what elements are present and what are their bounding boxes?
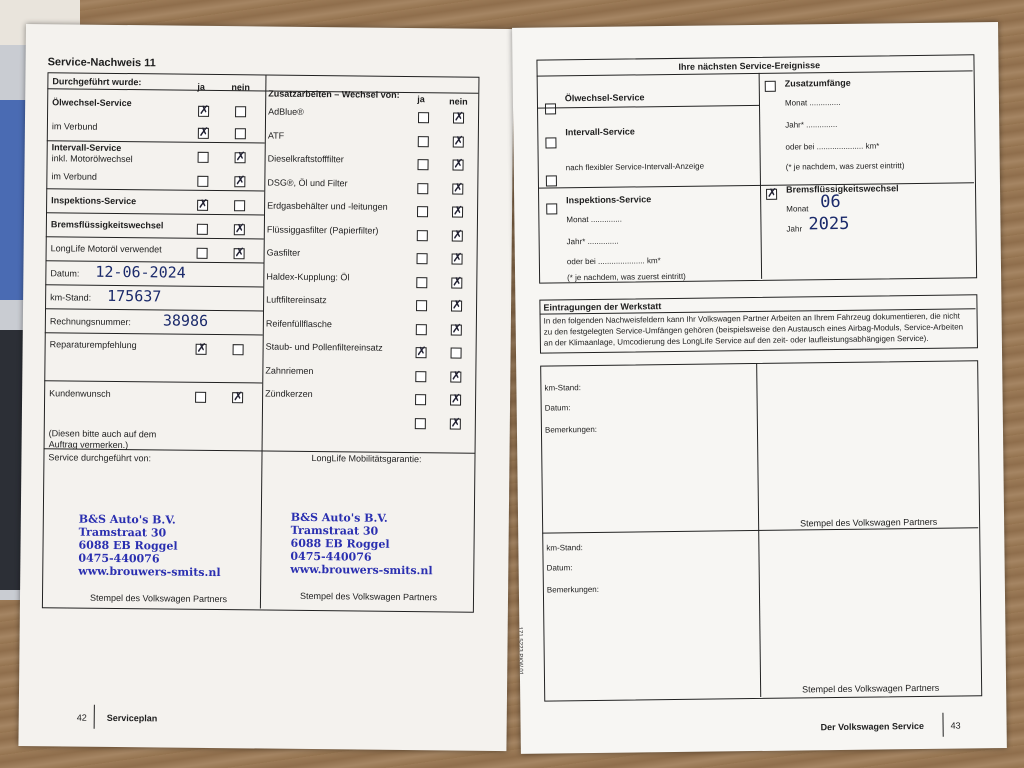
stamp-city: 6088 EB Roggel xyxy=(290,536,390,551)
brems-label: Bremsflüssigkeitswechsel xyxy=(785,183,899,195)
left-page xyxy=(18,24,514,751)
checkbox-longlife-nein[interactable] xyxy=(234,248,245,259)
dealer-stamp-right xyxy=(290,511,433,577)
km-value[interactable]: 175637 xyxy=(107,286,162,306)
page-title: Service-Nachweis 11 xyxy=(47,56,156,70)
stamp-name: B&S Auto's B.V. xyxy=(78,512,176,527)
checkbox-zusatz-7-ja[interactable] xyxy=(416,277,427,288)
checkbox-zusatz-7-nein[interactable] xyxy=(451,277,462,288)
checkbox-verbund1-ja[interactable] xyxy=(198,128,209,139)
checkbox-verbund2-nein[interactable] xyxy=(234,176,245,187)
zusatz-row-label: Zündkerzen xyxy=(265,388,313,400)
checkbox-zusatz-5-nein[interactable] xyxy=(452,230,463,241)
checkbox-intervall-nein[interactable] xyxy=(235,152,246,163)
checkbox-reparatur-ja[interactable] xyxy=(196,344,207,355)
footer-left: Serviceplan xyxy=(106,712,158,724)
zusatz-row-label: Flüssiggasfilter (Papierfilter) xyxy=(266,224,379,236)
zusatz-row-label: Haldex-Kupplung: Öl xyxy=(266,271,350,282)
row-intervall-sub: inkl. Motorölwechsel xyxy=(51,153,133,165)
footer-divider xyxy=(942,713,943,737)
checkbox-insp-nein[interactable] xyxy=(234,200,245,211)
stamp-name: B&S Auto's B.V. xyxy=(290,510,388,525)
checkbox-flex[interactable] xyxy=(546,175,557,186)
checkbox-zusatz-4-nein[interactable] xyxy=(452,206,463,217)
ja-header-2: ja xyxy=(417,94,425,105)
row-longlife: LongLife Motoröl verwendet xyxy=(50,243,162,255)
entry1-km: km-Stand: xyxy=(544,383,581,393)
rechnung-value[interactable]: 38986 xyxy=(162,311,209,330)
checkbox-zusatz-1-nein[interactable] xyxy=(453,136,464,147)
kunden-note: (Diesen bitte auch auf dem Auftrag vermerken.) xyxy=(48,428,157,451)
row-intervall: Intervall-Service xyxy=(51,142,122,154)
checkbox-zusatz-6-nein[interactable] xyxy=(452,253,463,264)
zusatz-row-label: DSG®, Öl und Filter xyxy=(267,177,348,188)
zusatz-row-label: Reifenfüllflasche xyxy=(265,318,332,329)
footer-right: Der Volkswagen Service xyxy=(820,720,925,733)
checkbox-zusatz-3-nein[interactable] xyxy=(452,183,463,194)
checkbox-brems-ja[interactable] xyxy=(197,224,208,235)
reparatur-label: Reparaturempfehlung xyxy=(49,339,137,351)
row-oelwechsel: Ölwechsel-Service xyxy=(52,97,132,109)
checkbox-zusatz-0-nein[interactable] xyxy=(453,112,464,123)
checkbox-kunden-ja[interactable] xyxy=(195,392,206,403)
zusatz-note: (* je nachdem, was zuerst eintritt) xyxy=(785,161,905,172)
stamp-caption-right: Stempel des Volkswagen Partners xyxy=(299,590,438,603)
datum-value[interactable]: 12-06-2024 xyxy=(95,262,186,282)
checkbox-zusatz-0-ja[interactable] xyxy=(418,112,429,123)
checkbox-zusatz-11-ja[interactable] xyxy=(415,371,426,382)
side-code: 171.5223.PKW.01 xyxy=(516,626,524,676)
insp-note: (* je nachdem, was zuerst eintritt) xyxy=(567,271,686,283)
left-col-header: Durchgeführt wurde: xyxy=(52,76,142,88)
datum-label: Datum: xyxy=(50,268,80,279)
brems-jahr-label: Jahr xyxy=(786,224,803,234)
brems-monat[interactable]: 06 xyxy=(820,191,841,213)
row-verbund-2: im Verbund xyxy=(51,171,97,182)
checkbox-verbund2-ja[interactable] xyxy=(197,176,208,187)
oel-label: Ölwechsel-Service xyxy=(564,92,645,104)
zusatz-row-label: Dieselkraftstofffilter xyxy=(267,153,344,165)
insp-jahr: Jahr* .............. xyxy=(566,236,619,247)
entry2-km: km-Stand: xyxy=(546,543,583,553)
right-page xyxy=(512,22,1007,754)
entry1-bem: Bemerkungen: xyxy=(544,424,598,435)
brems-monat-label: Monat xyxy=(786,204,809,214)
service-by-label: Service durchgeführt von: xyxy=(48,452,152,464)
zusatz-oder: oder bei ..................... km* xyxy=(785,141,880,152)
flex-label: nach flexibler Service-Intervall-Anzeige xyxy=(565,161,705,173)
entry2-datum: Datum: xyxy=(546,563,573,573)
checkbox-insp[interactable] xyxy=(546,203,557,214)
next-title: Ihre nächsten Service-Ereignisse xyxy=(678,60,821,72)
row-inspektion: Inspektions-Service xyxy=(51,195,137,207)
entry1-datum: Datum: xyxy=(544,403,571,413)
checkbox-oel-nein[interactable] xyxy=(235,106,246,117)
werkstatt-title: Eintragungen der Werkstatt xyxy=(543,301,662,313)
dealer-stamp-left xyxy=(78,513,221,579)
checkbox-zusatz-8-nein[interactable] xyxy=(451,300,462,311)
stamp-city: 6088 EB Roggel xyxy=(78,538,178,553)
checkbox-zusatz-9-nein[interactable] xyxy=(451,324,462,335)
checkbox-longlife-ja[interactable] xyxy=(197,248,208,259)
checkbox-brems-nein[interactable] xyxy=(234,224,245,235)
checkbox-kunden-nein[interactable] xyxy=(232,392,243,403)
checkbox-zusatz-2-ja[interactable] xyxy=(417,159,428,170)
insp-monat: Monat .............. xyxy=(566,214,623,225)
zusatz-row-label: Gasfilter xyxy=(266,247,301,258)
stamp-street: Tramstraat 30 xyxy=(78,525,167,540)
km-label: km-Stand: xyxy=(50,292,92,303)
kunden-label: Kundenwunsch xyxy=(49,388,111,399)
checkbox-zusatz-5-ja[interactable] xyxy=(417,230,428,241)
checkbox-zusatz-12-nein[interactable] xyxy=(450,394,461,405)
checkbox-zusatz-3-ja[interactable] xyxy=(417,183,428,194)
checkbox-intervall[interactable] xyxy=(545,137,556,148)
stamp-phone: 0475-440076 xyxy=(290,549,372,564)
entry2-bem: Bemerkungen: xyxy=(546,584,599,595)
page-number-left: 42 xyxy=(76,712,87,723)
zusatz-monat: Monat .............. xyxy=(784,97,841,108)
checkbox-zusatz[interactable] xyxy=(765,81,776,92)
checkbox-zusatz-13-nein[interactable] xyxy=(450,418,461,429)
row-brems: Bremsflüssigkeitswechsel xyxy=(50,219,164,231)
rechnung-label: Rechnungsnummer: xyxy=(49,316,131,328)
entry1-stamp-caption: Stempel des Volkswagen Partners xyxy=(800,516,938,529)
checkbox-zusatz-12-ja[interactable] xyxy=(415,394,426,405)
nein-header-2: nein xyxy=(449,96,468,107)
checkbox-zusatz-2-nein[interactable] xyxy=(452,159,463,170)
checkbox-zusatz-10-nein[interactable] xyxy=(451,347,462,358)
zusatz-row-label: ATF xyxy=(267,130,285,141)
insp-label: Inspektions-Service xyxy=(566,194,652,206)
checkbox-oel[interactable] xyxy=(545,103,556,114)
right-col-header: Zusatzarbeiten – Wechsel von: xyxy=(268,88,400,100)
zusatz-label: Zusatzumfänge xyxy=(784,77,851,89)
zusatz-row-label: Zahnriemen xyxy=(265,365,314,376)
checkbox-zusatz-6-ja[interactable] xyxy=(417,253,428,264)
checkbox-oel-ja[interactable] xyxy=(198,106,209,117)
brems-jahr[interactable]: 2025 xyxy=(808,213,850,235)
zusatz-row-label: Luftfiltereinsatz xyxy=(266,294,327,306)
nein-header: nein xyxy=(231,82,250,93)
werkstatt-text: In den folgenden Nachweisfeldern kann Ihr Volkswagen Partner Arbeiten an Ihrem Fahrzeug dokumentieren, die nicht zu den festgelegten Service-Umfängen gehören (beispielsweise den Austausch eines Airbag-Moduls, Service-Arbeiten an der Klimaanlage, Umcodierung des LongLife Service auf den zeit- oder laufleistungsabhängigen Service). xyxy=(543,311,964,348)
checkbox-intervall-ja[interactable] xyxy=(198,152,209,163)
checkbox-insp-ja[interactable] xyxy=(197,200,208,211)
checkbox-zusatz-10-ja[interactable] xyxy=(416,347,427,358)
zusatz-row-label: Staub- und Pollenfiltereinsatz xyxy=(265,341,383,353)
footer-divider xyxy=(94,705,95,729)
row-verbund-1: im Verbund xyxy=(51,121,98,132)
checkbox-zusatz-11-nein[interactable] xyxy=(450,371,461,382)
insp-oder: oder bei ..................... km* xyxy=(566,256,661,267)
stamp-web: www.brouwers-smits.nl xyxy=(78,564,221,580)
checkbox-zusatz-13-ja[interactable] xyxy=(415,418,426,429)
checkbox-zusatz-1-ja[interactable] xyxy=(418,136,429,147)
checkbox-zusatz-9-ja[interactable] xyxy=(416,324,427,335)
page-number-right: 43 xyxy=(950,720,961,731)
zusatz-row-label: AdBlue® xyxy=(268,106,304,117)
checkbox-zusatz-8-ja[interactable] xyxy=(416,300,427,311)
checkbox-reparatur-nein[interactable] xyxy=(233,344,244,355)
checkbox-verbund1-nein[interactable] xyxy=(235,128,246,139)
entry2-stamp-caption: Stempel des Volkswagen Partners xyxy=(802,682,940,695)
zusatz-jahr: Jahr* .............. xyxy=(785,119,838,130)
ja-header: ja xyxy=(197,81,205,92)
stamp-phone: 0475-440076 xyxy=(78,551,160,566)
stamp-web: www.brouwers-smits.nl xyxy=(290,562,433,578)
mobility-label: LongLife Mobilitätsgarantie: xyxy=(311,453,422,465)
checkbox-zusatz-4-ja[interactable] xyxy=(417,206,428,217)
checkbox-brems[interactable] xyxy=(766,189,777,200)
zusatz-row-label: Erdgasbehälter und -leitungen xyxy=(267,200,388,212)
intervall-label: Intervall-Service xyxy=(565,126,635,138)
stamp-caption-left: Stempel des Volkswagen Partners xyxy=(89,592,228,605)
stamp-street: Tramstraat 30 xyxy=(290,523,379,538)
